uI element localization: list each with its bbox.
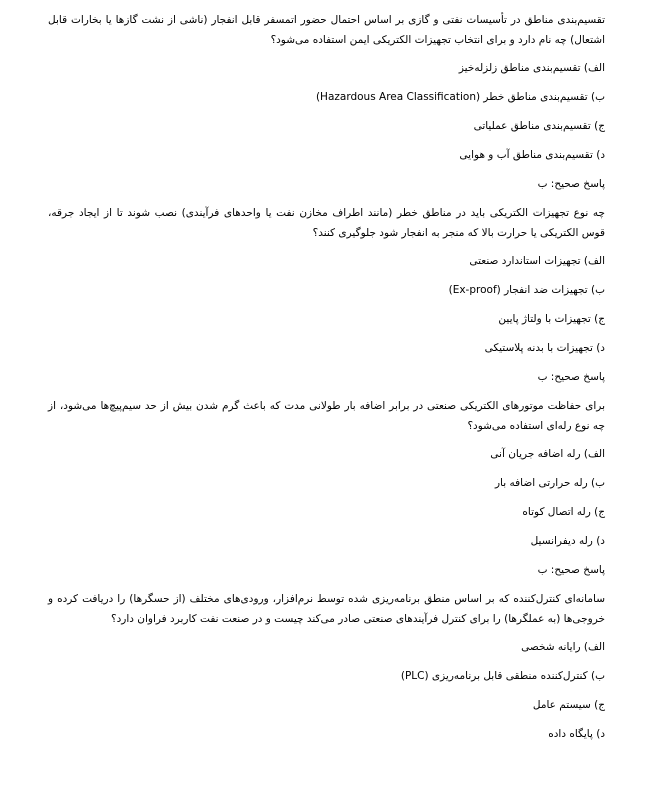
correct-answer: پاسخ صحیح: ب bbox=[537, 178, 605, 190]
answer-option: ج) تقسیم‌بندی مناطق عملیاتی bbox=[473, 120, 605, 132]
answer-option: د) تقسیم‌بندی مناطق آب و هوایی bbox=[459, 149, 605, 161]
question-block bbox=[48, 589, 605, 742]
answer-option: ب) کنترل‌کننده منطقی قابل برنامه‌ریزی (PLC) bbox=[400, 670, 605, 682]
answer-option: د) رله دیفرانسیل bbox=[530, 535, 605, 547]
answer-option: الف) رایانه شخصی bbox=[521, 641, 605, 653]
question-block bbox=[48, 10, 605, 192]
correct-answer: پاسخ صحیح: ب bbox=[537, 371, 605, 383]
question-block bbox=[48, 396, 605, 578]
answer-option: ب) رله حرارتی اضافه بار bbox=[494, 477, 605, 489]
question-text: چه نوع تجهیزات الکتریکی باید در مناطق خطر (مانند اطراف مخازن نفت یا واحدهای فرآیندی) نصب شوند تا از ایجاد جرقه، قوس الکتریکی یا حرارت بالا که منجر به انفجار شود جلوگیری کنند؟ bbox=[48, 207, 605, 239]
answer-option: د) پایگاه داده bbox=[548, 728, 605, 740]
question-text: سامانه‌ای کنترل‌کننده که بر اساس منطق برنامه‌ریزی شده توسط نرم‌افزار، ورودی‌های مختلف (از حسگرها) را دریافت کرده و خروجی‌ها (به عملگرها) را برای کنترل فرآیندهای صنعتی صادر می‌کند چیست و در صنعت نفت کاربرد فراوان دارد؟ bbox=[48, 593, 605, 625]
answer-option: ج) رله اتصال کوتاه bbox=[522, 506, 605, 518]
document-page bbox=[48, 10, 605, 755]
question-text: تقسیم‌بندی مناطق در تأسیسات نفتی و گازی بر اساس احتمال حضور اتمسفر قابل انفجار (ناشی از نشت گازها یا بخارات قابل اشتعال) چه نام دارد و برای انتخاب تجهیزات الکتریکی ایمن استفاده می‌شود؟ bbox=[48, 14, 605, 46]
answer-option: الف) تجهیزات استاندارد صنعتی bbox=[469, 255, 605, 267]
answer-option: الف) تقسیم‌بندی مناطق زلزله‌خیز bbox=[458, 62, 605, 74]
answer-option: ج) سیستم عامل bbox=[532, 699, 605, 711]
answer-option: ب) تجهیزات ضد انفجار (Ex-proof) bbox=[448, 284, 605, 296]
question-block bbox=[48, 203, 605, 385]
question-text: برای حفاظت موتورهای الکتریکی صنعتی در برابر اضافه بار طولانی مدت که باعث گرم شدن بیش از حد سیم‌پیچ‌ها می‌شود، از چه نوع رله‌ای استفاده می‌شود؟ bbox=[48, 400, 605, 432]
answer-option: د) تجهیزات با بدنه پلاستیکی bbox=[484, 342, 605, 354]
answer-option: الف) رله اضافه جریان آنی bbox=[490, 448, 605, 460]
answer-option: ج) تجهیزات با ولتاژ پایین bbox=[498, 313, 605, 325]
correct-answer: پاسخ صحیح: ب bbox=[537, 564, 605, 576]
answer-option: ب) تقسیم‌بندی مناطق خطر (Hazardous Area Classification) bbox=[315, 91, 605, 103]
